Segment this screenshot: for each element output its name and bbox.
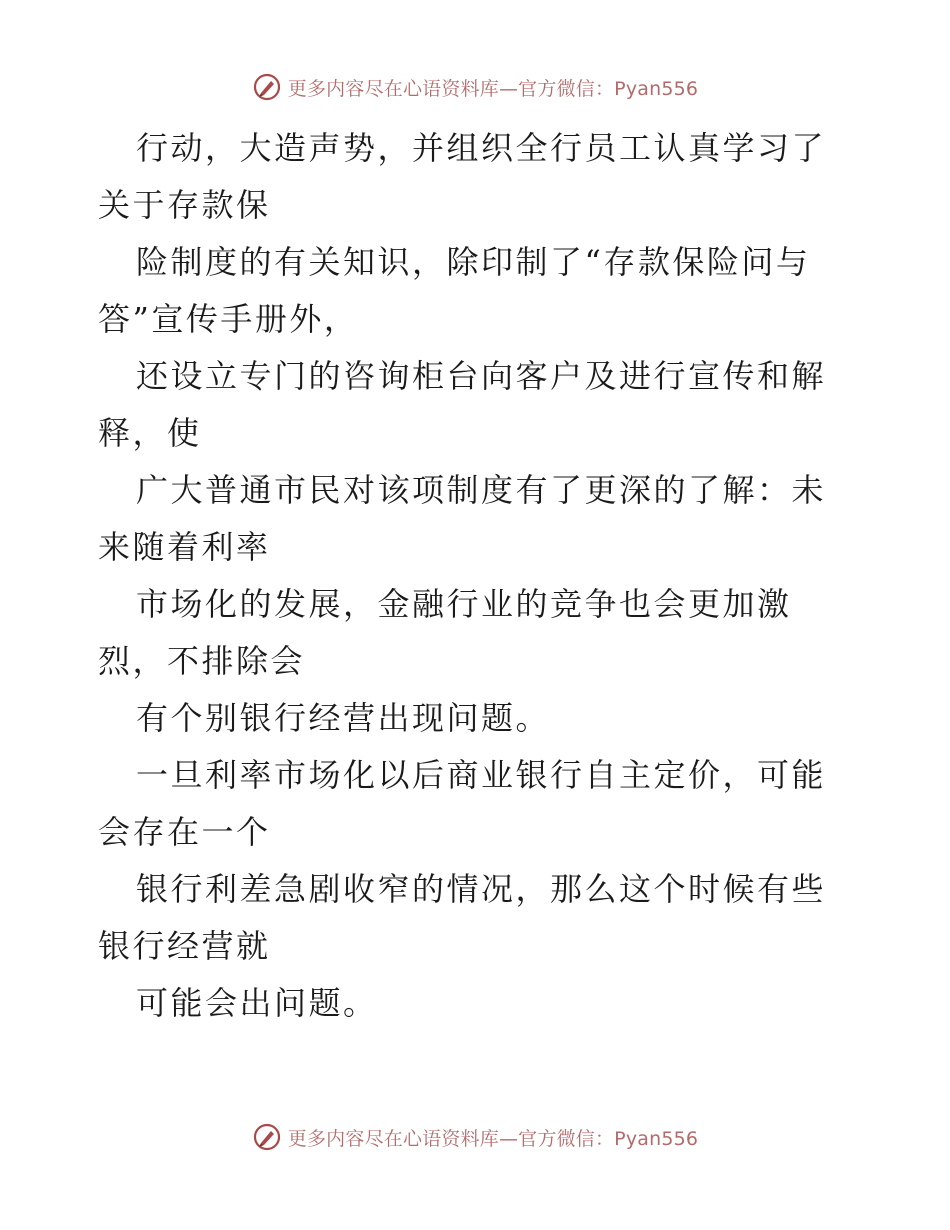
paragraph: 银行利差急剧收窄的情况，那么这个时候有些银行经营就 bbox=[98, 870, 827, 965]
paragraph: 险制度的有关知识，除印制了“存款保险问与答”宣传手册外， bbox=[98, 243, 811, 338]
header-banner-content bbox=[252, 72, 698, 102]
paragraph: 有个别银行经营出现问题。 bbox=[136, 699, 551, 737]
paragraph: 市场化的发展，金融行业的竞争也会更加激烈，不排除会 bbox=[98, 585, 792, 680]
pen-nib-circle-icon bbox=[252, 1122, 282, 1152]
paragraph: 还设立专门的咨询柜台向客户及进行宣传和解释，使 bbox=[98, 357, 827, 452]
document-body bbox=[98, 120, 858, 1032]
footer-banner-text: 更多内容尽在心语资料库—官方微信：Pyan556 bbox=[287, 1127, 699, 1150]
paragraph: 可能会出问题。 bbox=[136, 984, 378, 1022]
header-banner-text: 更多内容尽在心语资料库—官方微信：Pyan556 bbox=[287, 77, 699, 100]
paragraph: 广大普通市民对该项制度有了更深的了解：未来随着利率 bbox=[98, 471, 827, 566]
paragraph: 一旦利率市场化以后商业银行自主定价，可能会存在一个 bbox=[98, 756, 827, 851]
paragraph: 行动，大造声势，并组织全行员工认真学习了关于存款保 bbox=[98, 129, 827, 224]
header-banner bbox=[0, 72, 950, 102]
footer-banner-content bbox=[252, 1122, 698, 1152]
pen-nib-circle-icon bbox=[252, 72, 282, 102]
footer-banner bbox=[0, 1122, 950, 1152]
